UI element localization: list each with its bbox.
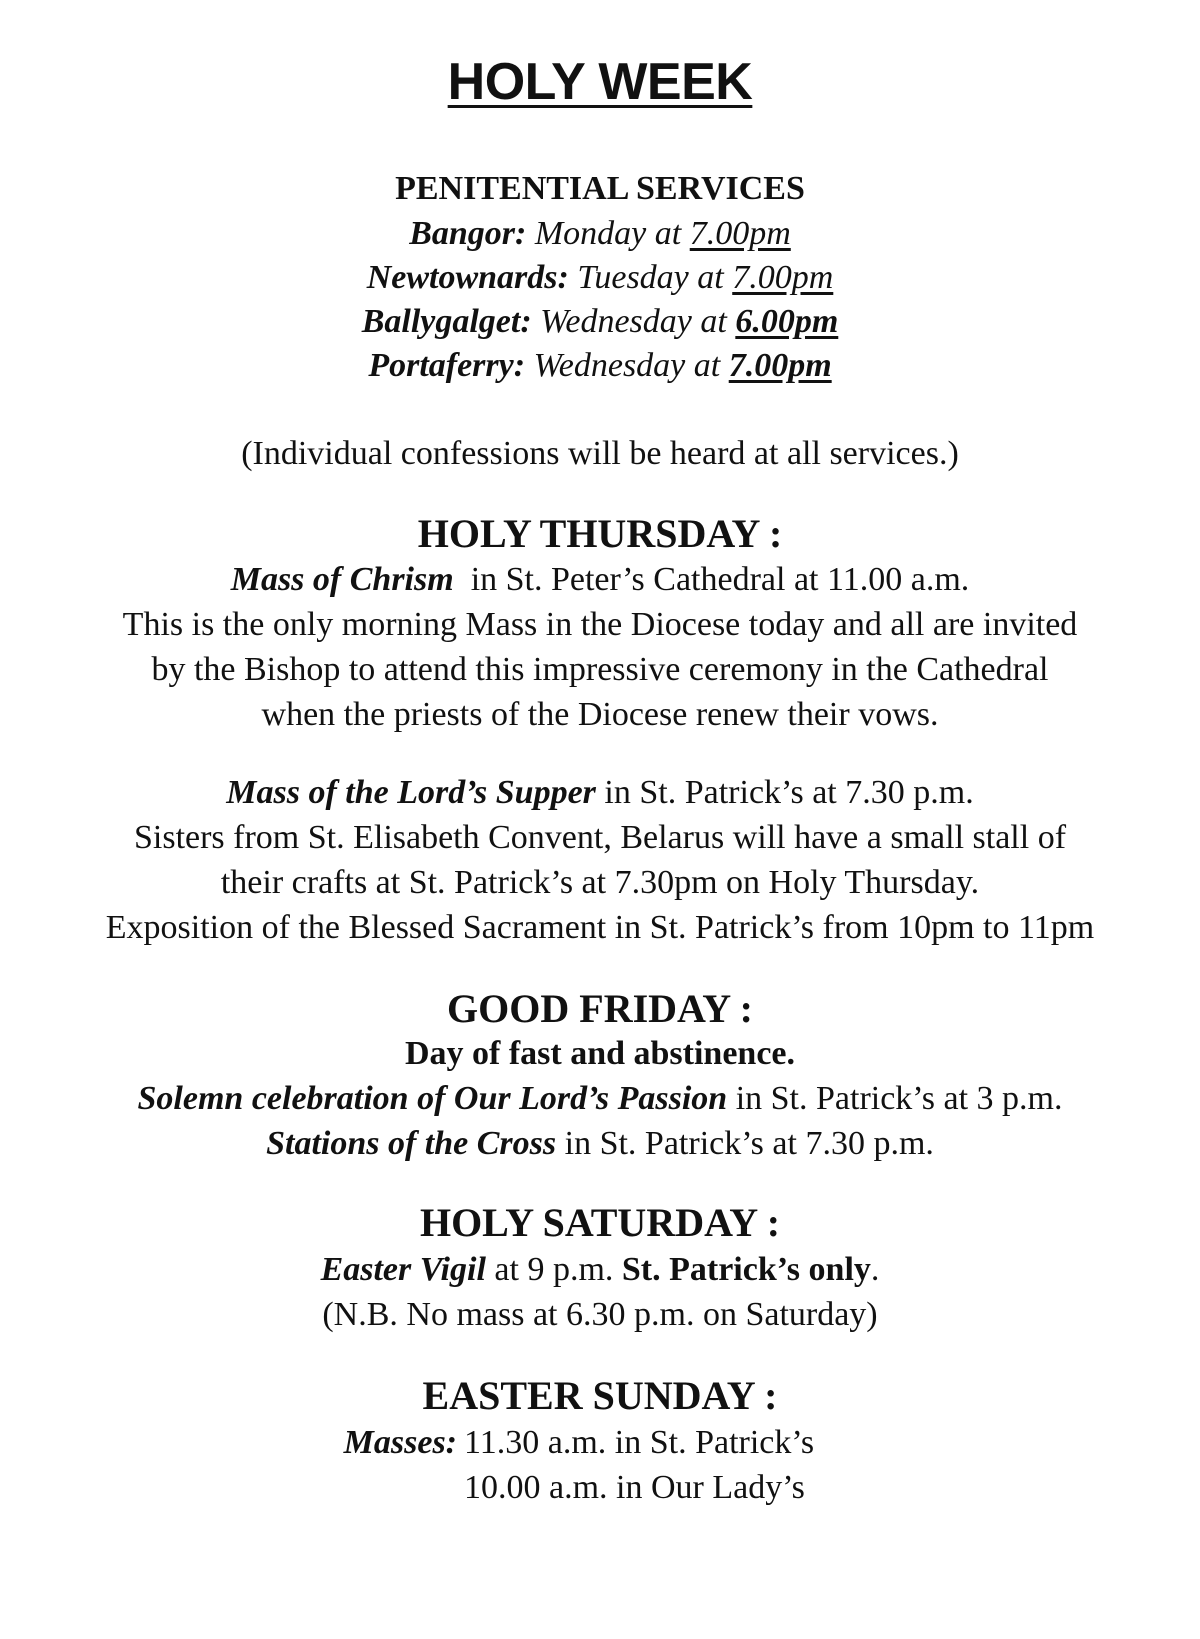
penitential-day: Wednesday at — [540, 303, 727, 340]
chrism-desc-line: by the Bishop to attend this impressive ceremony in the Cathedral — [151, 651, 1049, 688]
penitential-row-portaferry — [0, 343, 1200, 389]
penitential-heading: PENITENTIAL SERVICES — [395, 170, 805, 207]
chrism-mass-text: in St. Peter’s Cathedral at 11.00 a.m. — [470, 561, 970, 598]
passion-text: in St. Patrick’s at 3 p.m. — [735, 1080, 1063, 1117]
stations-title: Stations of the Cross — [266, 1125, 557, 1162]
mass-time: 11.30 a.m. in St. Patrick’s — [464, 1424, 815, 1461]
confessions-note: (Individual confessions will be heard at all services.) — [241, 435, 959, 472]
holy-saturday-heading: HOLY SATURDAY : — [419, 1200, 781, 1245]
passion-title: Solemn celebration of Our Lord’s Passion — [137, 1080, 728, 1117]
penitential-place: Ballygalget: — [361, 303, 532, 340]
penitential-row-ballygalget — [0, 299, 1200, 345]
vigil-line — [0, 1247, 1200, 1293]
fast-note: Day of fast and abstinence. — [404, 1035, 796, 1072]
holy-thursday-heading: HOLY THURSDAY : — [417, 511, 783, 556]
good-friday-heading: GOOD FRIDAY : — [447, 986, 753, 1031]
penitential-time: 6.00pm — [735, 303, 839, 340]
stations-text: in St. Patrick’s at 7.30 p.m. — [564, 1125, 934, 1162]
chrism-desc-line: when the priests of the Diocese renew their vows. — [261, 696, 939, 733]
vigil-text: at 9 p.m. — [494, 1251, 614, 1288]
supper-desc-line: Sisters from St. Elisabeth Convent, Belarus will have a small stall of — [133, 819, 1067, 856]
supper-mass-text: in St. Patrick’s at 7.30 p.m. — [604, 774, 974, 811]
easter-sunday-heading: EASTER SUNDAY : — [422, 1373, 778, 1418]
vigil-title: Easter Vigil — [320, 1251, 486, 1288]
saturday-note: (N.B. No mass at 6.30 p.m. on Saturday) — [322, 1296, 878, 1333]
penitential-day: Wednesday at — [533, 347, 721, 384]
supper-desc-line: Exposition of the Blessed Sacrament in St. Patrick’s from 10pm to 11pm — [105, 909, 1095, 946]
supper-mass-title: Mass of the Lord’s Supper — [226, 774, 596, 811]
penitential-time: 7.00pm — [689, 215, 791, 252]
masses-label: Masses: — [343, 1424, 457, 1461]
stations-line — [0, 1121, 1200, 1167]
mass-time: 10.00 a.m. in Our Lady’s — [464, 1469, 805, 1506]
supper-desc-line: their crafts at St. Patrick’s at 7.30pm on Holy Thursday. — [220, 864, 980, 901]
passion-line — [0, 1076, 1200, 1122]
penitential-row-bangor — [0, 211, 1200, 257]
penitential-day: Monday at — [534, 215, 682, 252]
supper-mass-line — [0, 770, 1200, 816]
chrism-mass-title: Mass of Chrism — [230, 561, 454, 598]
penitential-place: Newtownards: — [366, 259, 569, 296]
penitential-row-newtownards — [0, 255, 1200, 301]
penitential-time: 7.00pm — [732, 259, 834, 296]
chrism-mass-line — [0, 557, 1200, 603]
chrism-desc-line: This is the only morning Mass in the Diocese today and all are invited — [122, 606, 1078, 643]
page-title: HOLY WEEK — [447, 53, 753, 111]
vigil-place: St. Patrick’s only — [621, 1251, 871, 1288]
penitential-day: Tuesday at — [577, 259, 724, 296]
vigil-end: . — [870, 1251, 880, 1288]
penitential-place: Portaferry: — [368, 347, 526, 384]
penitential-place: Bangor: — [409, 215, 527, 252]
penitential-time: 7.00pm — [728, 347, 832, 384]
